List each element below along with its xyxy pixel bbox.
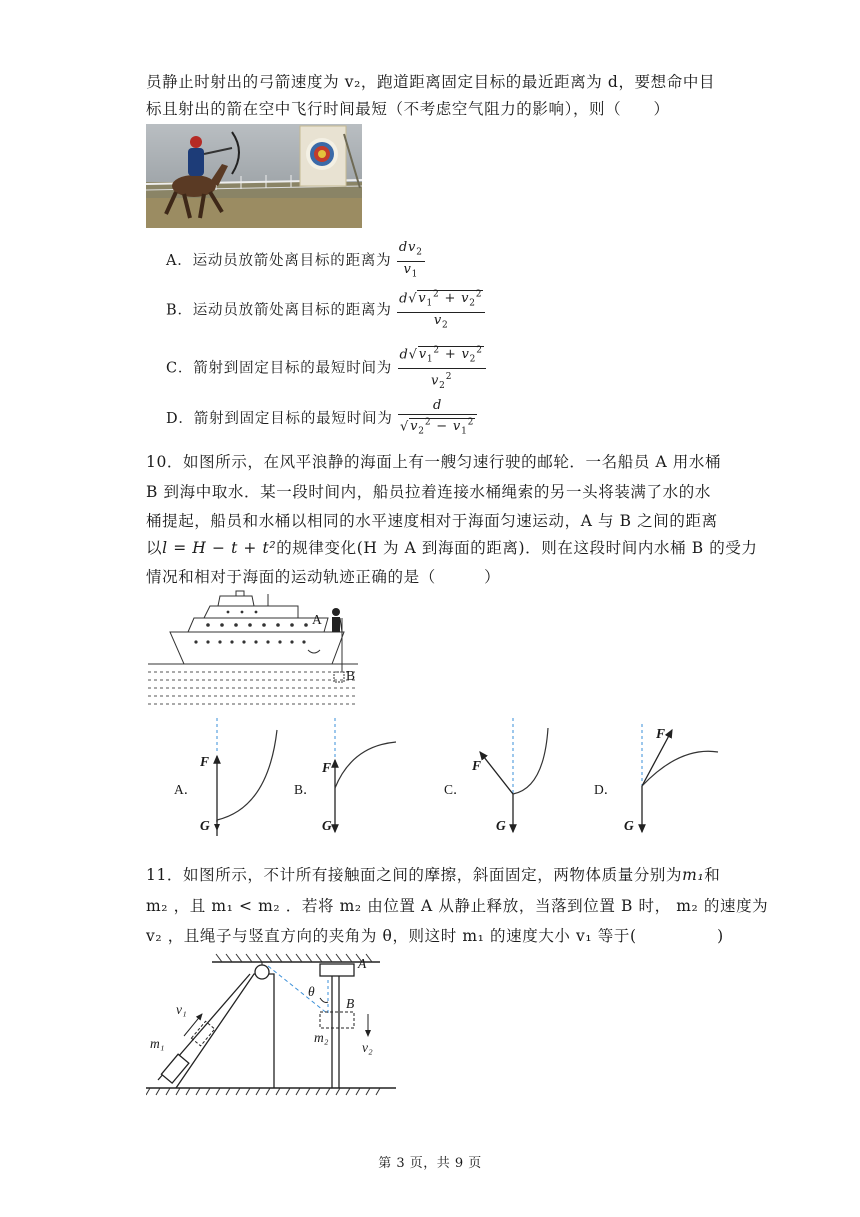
fraction-d-over-sqrt-diff: $\frac{d}{√v_2^2 - v_1^2}$ (398, 398, 477, 440)
fraction-dv2-over-v1: $\frac{dv_2}{v_1}$ (398, 240, 423, 280)
q9-option-d: D．箭射到固定目标的最短时间为 $\frac{d}{√v_2^2 - v_1^2}$ (166, 398, 477, 440)
v1-label: v₁ (176, 1002, 187, 1017)
q10-line-1: 10．如图所示，在风平浪静的海面上有一艘匀速行驶的邮轮．一名船员 A 用水桶 (146, 453, 722, 471)
q10-line-2: B 到海中取水．某一段时间内，船员拉着连接水桶绳索的另一头将装满了水的水 (146, 483, 711, 501)
choice-c-label: C． (444, 782, 467, 797)
q9-option-c: C．箭射到固定目标的最短时间为 $\frac{d√v_1^2 + v_2^2}{v_2^2}$ (166, 343, 486, 394)
position-a-label: A (358, 956, 367, 971)
archery-photo (146, 124, 362, 228)
theta-label: θ (308, 984, 315, 999)
q10-line-4: 以l = H − t + t²的规律变化(H 为 A 到海面的距离)．则在这段时间内水桶 B 的受力 (146, 539, 758, 557)
q9-option-b: B．运动员放箭处离目标的距离为 $\frac{d√v_1^2 + v_2^2}{v_2}$ (166, 287, 485, 334)
ship-figure (148, 588, 368, 713)
page-footer: 第 3 页，共 9 页 (378, 1156, 482, 1171)
force-g-a: G (200, 818, 210, 833)
q9-line-1: 员静止时射出的弓箭速度为 v₂，跑道距离固定目标的最近距离为 d，要想命中目 (146, 73, 716, 91)
position-b-label: B (346, 996, 355, 1011)
incline-pulley-figure (146, 952, 396, 1097)
force-f-d: F (656, 726, 666, 741)
fraction-d-sqrt-sum-over-v2: $\frac{d√v_1^2 + v_2^2}{v_2}$ (397, 287, 485, 334)
sailor-label: A (312, 612, 322, 627)
choice-diagrams (160, 718, 730, 838)
q10-line-5: 情况和相对于海面的运动轨迹正确的是（ ） (146, 568, 501, 586)
v2-label: v₂ (362, 1040, 373, 1055)
force-f-b: F (322, 760, 332, 775)
choice-a-label: A． (174, 782, 198, 797)
force-f-a: F (200, 754, 210, 769)
m2-label: m₂ (314, 1030, 329, 1045)
choice-d-label: D． (594, 782, 618, 797)
fraction-d-sqrt-sum-over-v2sq: $\frac{d√v_1^2 + v_2^2}{v_2^2}$ (398, 343, 486, 394)
force-f-c: F (472, 758, 482, 773)
q11-line-2: m₂ ，且 m₁ < m₂ ．若将 m₂ 由位置 A 从静止释放，当落到位置 B 时， m₂ 的速度为 (146, 897, 769, 915)
q9-option-a: A．运动员放箭处离目标的距离为 $\frac{dv_2}{v_1}$ (166, 240, 425, 282)
m1-label: m₁ (150, 1036, 165, 1051)
q10-line-3: 桶提起，船员和水桶以相同的水平速度相对于海面匀速运动，A 与 B 之间的距离 (146, 512, 718, 530)
q9-line-2: 标且射出的箭在空中飞行时间最短（不考虑空气阻力的影响），则（ ） (146, 100, 670, 118)
force-g-b: G (322, 818, 332, 833)
force-g-d: G (624, 818, 634, 833)
distance-formula: l = H − t + t² (162, 539, 277, 557)
choice-b-label: B． (294, 782, 317, 797)
q11-line-3: v₂ ，且绳子与竖直方向的夹角为 θ，则这时 m₁ 的速度大小 v₁ 等于( ) (146, 927, 724, 945)
force-g-c: G (496, 818, 506, 833)
q11-line-1: 11．如图所示，不计所有接触面之间的摩擦，斜面固定，两物体质量分别为m₁和 (146, 866, 721, 884)
bucket-label: B (346, 668, 356, 683)
